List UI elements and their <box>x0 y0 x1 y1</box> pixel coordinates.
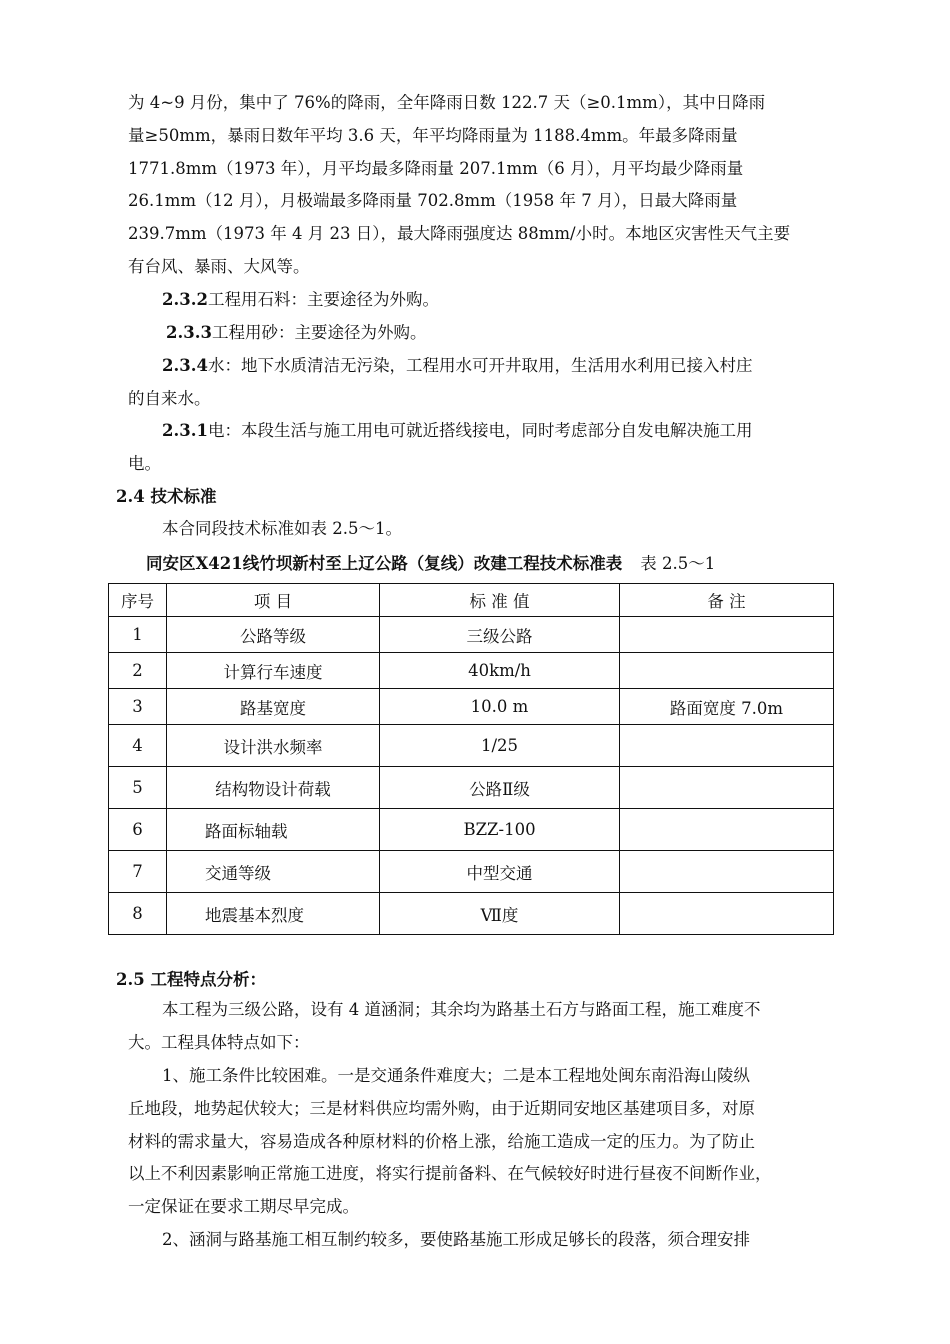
section-text: 工程用石料：主要途径为外购。 <box>207 290 439 309</box>
table-caption <box>146 550 715 574</box>
cell-item: 交通等级 <box>167 851 380 893</box>
text-line: 丘地段，地势起伏较大；三是材料供应均需外购，由于近期同安地区基建项目多，对原 <box>128 1098 755 1118</box>
cell-item: 公路等级 <box>167 617 380 653</box>
section-heading-2-4: 2.4 技术标准 <box>116 487 217 506</box>
cell-value: 1/25 <box>380 725 620 767</box>
section-2-5-paragraph-2 <box>128 1060 863 1224</box>
table-row <box>109 809 834 851</box>
cell-remark <box>620 767 834 809</box>
cell-index: 3 <box>109 689 167 725</box>
section-number: 2.3.4 <box>162 356 208 375</box>
rainfall-paragraph <box>128 87 863 284</box>
cell-value: 10.0 m <box>380 689 620 725</box>
table-row <box>109 725 834 767</box>
cell-index: 1 <box>109 617 167 653</box>
table-row <box>109 851 834 893</box>
cell-remark <box>620 809 834 851</box>
cell-remark: 路面宽度 7.0m <box>620 689 834 725</box>
header-item: 项 目 <box>167 584 380 617</box>
text-line: 有台风、暴雨、大风等。 <box>128 256 310 276</box>
cell-index: 5 <box>109 767 167 809</box>
cell-remark <box>620 893 834 935</box>
text-line: 1、施工条件比较困难。一是交通条件难度大；二是本工程地处闽东南沿海山陵纵 <box>162 1066 750 1085</box>
table-row <box>109 689 834 725</box>
section-number: 2.3.1 <box>162 421 208 440</box>
text-line: 大。工程具体特点如下： <box>128 1032 310 1052</box>
section-text: 工程用砂：主要途径为外购。 <box>211 323 427 342</box>
table-row <box>109 893 834 935</box>
text-line: 239.7mm（1973 年 4 月 23 日），最大降雨强度达 88mm/小时。本地区灾害性天气主要 <box>128 224 791 244</box>
table-row <box>109 617 834 653</box>
cell-index: 7 <box>109 851 167 893</box>
section-2-5-paragraph-3 <box>128 1224 863 1257</box>
section-2-4-intro: 本合同段技术标准如表 2.5～1。 <box>162 519 402 538</box>
text-line: 材料的需求量大，容易造成各种原材料的价格上涨，给施工造成一定的压力。为了防止 <box>128 1131 755 1151</box>
table-number: 表 2.5～1 <box>640 554 716 573</box>
cell-remark <box>620 617 834 653</box>
table-title: 同安区X421线竹坝新村至上辽公路（复线）改建工程技术标准表 <box>146 554 623 573</box>
text-line: 的自来水。 <box>128 388 211 408</box>
section-2-5-paragraph-1 <box>128 994 863 1060</box>
cell-value: Ⅶ度 <box>380 893 620 935</box>
cell-remark <box>620 851 834 893</box>
text-line <box>128 415 863 448</box>
paragraph-2-3-2 <box>162 284 862 317</box>
text-line: 为 4~9 月份，集中了 76%的降雨，全年降雨日数 122.7 天（≥0.1mm），其中日降雨 <box>128 93 766 112</box>
section-number: 2.3.2 <box>162 290 208 309</box>
technical-standards-table <box>108 583 834 935</box>
table-header-row <box>109 584 834 617</box>
paragraph-2-3-4 <box>128 350 863 416</box>
cell-value: BZZ-100 <box>380 809 620 851</box>
cell-item: 结构物设计荷载 <box>167 767 380 809</box>
cell-index: 8 <box>109 893 167 935</box>
section-number: 2.3.3 <box>166 323 212 342</box>
cell-item: 设计洪水频率 <box>167 725 380 767</box>
cell-value: 中型交通 <box>380 851 620 893</box>
cell-remark <box>620 725 834 767</box>
cell-item: 路面标轴载 <box>167 809 380 851</box>
section-text: 电：本段生活与施工用电可就近搭线接电，同时考虑部分自发电解决施工用 <box>207 421 753 440</box>
cell-item: 计算行车速度 <box>167 653 380 689</box>
text-line: 电。 <box>128 453 161 473</box>
text-line: 本工程为三级公路，设有 4 道涵洞；其余均为路基土石方与路面工程，施工难度不 <box>162 1000 761 1019</box>
text-line: 以上不利因素影响正常施工进度，将实行提前备料、在气候较好时进行昼夜不间断作业， <box>128 1164 772 1184</box>
text-line: 量≥50mm，暴雨日数年平均 3.6 天，年平均降雨量为 1188.4mm。年最多降雨量 <box>128 125 738 145</box>
cell-index: 6 <box>109 809 167 851</box>
cell-index: 2 <box>109 653 167 689</box>
text-line <box>128 350 863 383</box>
table-row <box>109 653 834 689</box>
paragraph-2-3-3 <box>166 317 866 350</box>
cell-index: 4 <box>109 725 167 767</box>
text-line: 26.1mm（12 月），月极端最多降雨量 702.8mm（1958 年 7 月），日最大降雨量 <box>128 191 738 211</box>
paragraph-2-3-1 <box>128 415 863 481</box>
cell-value: 三级公路 <box>380 617 620 653</box>
header-remark: 备 注 <box>620 584 834 617</box>
text-line: 一定保证在要求工期尽早完成。 <box>128 1197 359 1217</box>
header-value: 标 准 值 <box>380 584 620 617</box>
table-row <box>109 767 834 809</box>
text-line: 1771.8mm（1973 年），月平均最多降雨量 207.1mm（6 月），月平均最少降雨量 <box>128 158 744 178</box>
section-heading-2-5: 2.5 工程特点分析： <box>116 970 266 989</box>
header-index: 序号 <box>109 584 167 617</box>
cell-value: 40km/h <box>380 653 620 689</box>
cell-item: 路基宽度 <box>167 689 380 725</box>
cell-item: 地震基本烈度 <box>167 893 380 935</box>
cell-value: 公路Ⅱ级 <box>380 767 620 809</box>
text-line: 2、涵洞与路基施工相互制约较多，要使路基施工形成足够长的段落，须合理安排 <box>162 1230 750 1249</box>
cell-remark <box>620 653 834 689</box>
section-text: 水：地下水质清洁无污染，工程用水可开井取用，生活用水利用已接入村庄 <box>207 356 753 375</box>
